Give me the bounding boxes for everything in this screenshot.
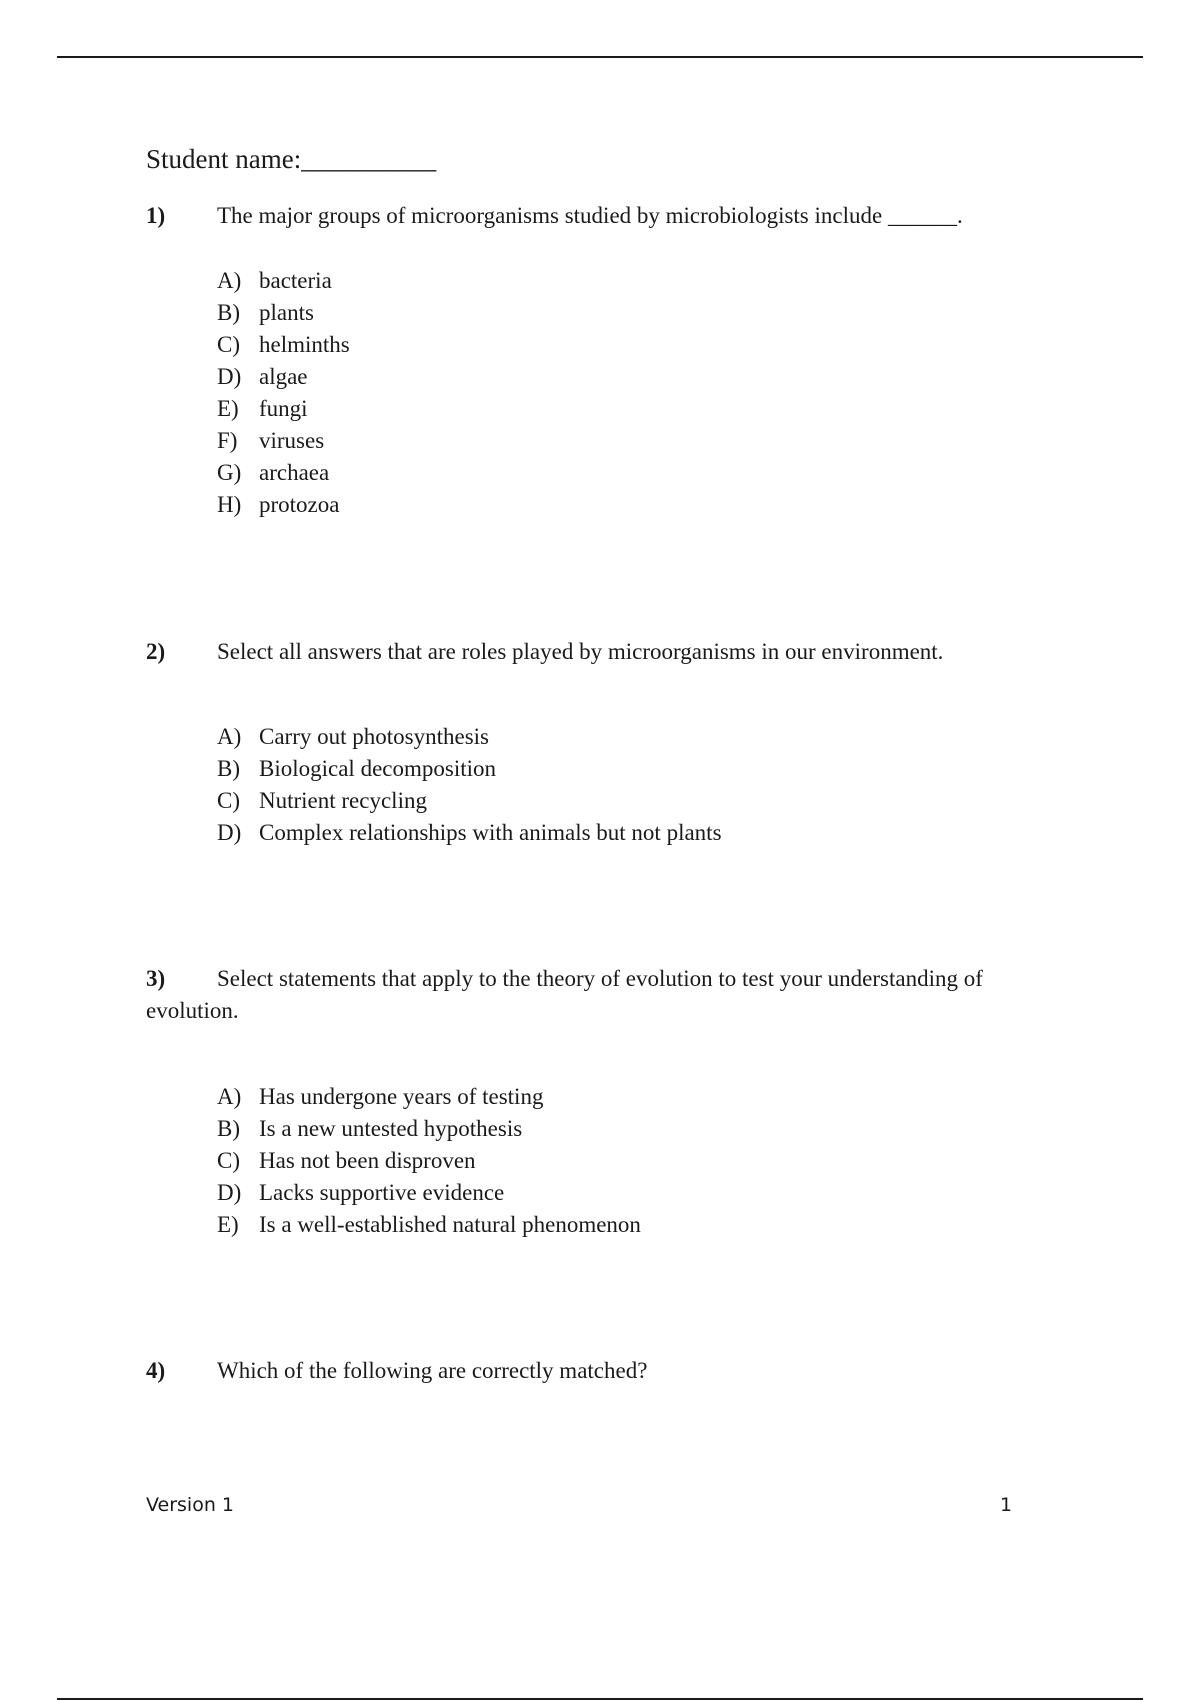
option-text: Complex relationships with animals but not plants <box>259 820 722 845</box>
option-letter: B) <box>217 300 240 325</box>
option-item <box>217 425 350 457</box>
option-letter: E) <box>217 1212 239 1237</box>
option-item <box>217 1177 641 1209</box>
option-text: Is a well-established natural phenomenon <box>259 1212 641 1237</box>
option-text: Carry out photosynthesis <box>259 724 489 749</box>
option-letter: A) <box>217 1084 242 1109</box>
option-text: Nutrient recycling <box>259 788 427 813</box>
option-item <box>217 265 350 297</box>
option-item <box>217 1081 641 1113</box>
question-text: Select statements that apply to the theory of evolution to test your understanding of evolution. <box>146 966 983 1023</box>
question-text: Which of the following are correctly matched? <box>217 1358 648 1383</box>
question-number: 2) <box>146 639 166 664</box>
option-item <box>217 393 350 425</box>
option-letter: A) <box>217 268 242 293</box>
question-2 <box>146 636 1046 668</box>
option-letter: C) <box>217 1148 240 1173</box>
option-letter: D) <box>217 1180 242 1205</box>
page-number: 1 <box>1000 1494 1013 1516</box>
question-number: 4) <box>146 1358 166 1383</box>
question-text: The major groups of microorganisms studied by microbiologists include ______. <box>217 203 963 228</box>
question-number: 3) <box>146 966 166 991</box>
option-item <box>217 489 350 521</box>
option-letter: C) <box>217 788 240 813</box>
question-number: 1) <box>146 203 166 228</box>
option-letter: D) <box>217 820 242 845</box>
question-2-options <box>217 721 722 849</box>
option-text: Has undergone years of testing <box>259 1084 544 1109</box>
option-item <box>217 721 722 753</box>
option-item <box>217 329 350 361</box>
option-letter: B) <box>217 756 240 781</box>
option-letter: B) <box>217 1116 240 1141</box>
option-letter: F) <box>217 428 238 453</box>
option-item <box>217 1113 641 1145</box>
option-text: Is a new untested hypothesis <box>259 1116 523 1141</box>
option-text: fungi <box>259 396 308 421</box>
option-letter: D) <box>217 364 242 389</box>
option-item <box>217 297 350 329</box>
option-item <box>217 753 722 785</box>
option-letter: C) <box>217 332 240 357</box>
option-item <box>217 361 350 393</box>
option-text: Biological decomposition <box>259 756 496 781</box>
option-text: archaea <box>259 460 330 485</box>
option-text: viruses <box>259 428 325 453</box>
option-text: protozoa <box>259 492 340 517</box>
option-item <box>217 817 722 849</box>
option-letter: A) <box>217 724 242 749</box>
question-1-options <box>217 265 350 521</box>
option-text: Lacks supportive evidence <box>259 1180 505 1205</box>
option-item <box>217 785 722 817</box>
option-item <box>217 1145 641 1177</box>
student-name-label: Student name:__________ <box>146 144 437 174</box>
option-letter: H) <box>217 492 242 517</box>
question-1 <box>146 200 1046 232</box>
version-label: Version 1 <box>146 1494 234 1516</box>
option-text: algae <box>259 364 308 389</box>
option-item <box>217 1209 641 1241</box>
option-item <box>217 457 350 489</box>
option-text: helminths <box>259 332 350 357</box>
option-text: bacteria <box>259 268 332 293</box>
option-letter: E) <box>217 396 239 421</box>
option-text: Has not been disproven <box>259 1148 476 1173</box>
question-3-options <box>217 1081 641 1241</box>
top-rule <box>57 56 1143 58</box>
question-text: Select all answers that are roles played by microorganisms in our environment. <box>217 639 944 664</box>
question-4 <box>146 1355 1046 1387</box>
question-3 <box>146 963 1046 1027</box>
option-text: plants <box>259 300 314 325</box>
option-letter: G) <box>217 460 242 485</box>
